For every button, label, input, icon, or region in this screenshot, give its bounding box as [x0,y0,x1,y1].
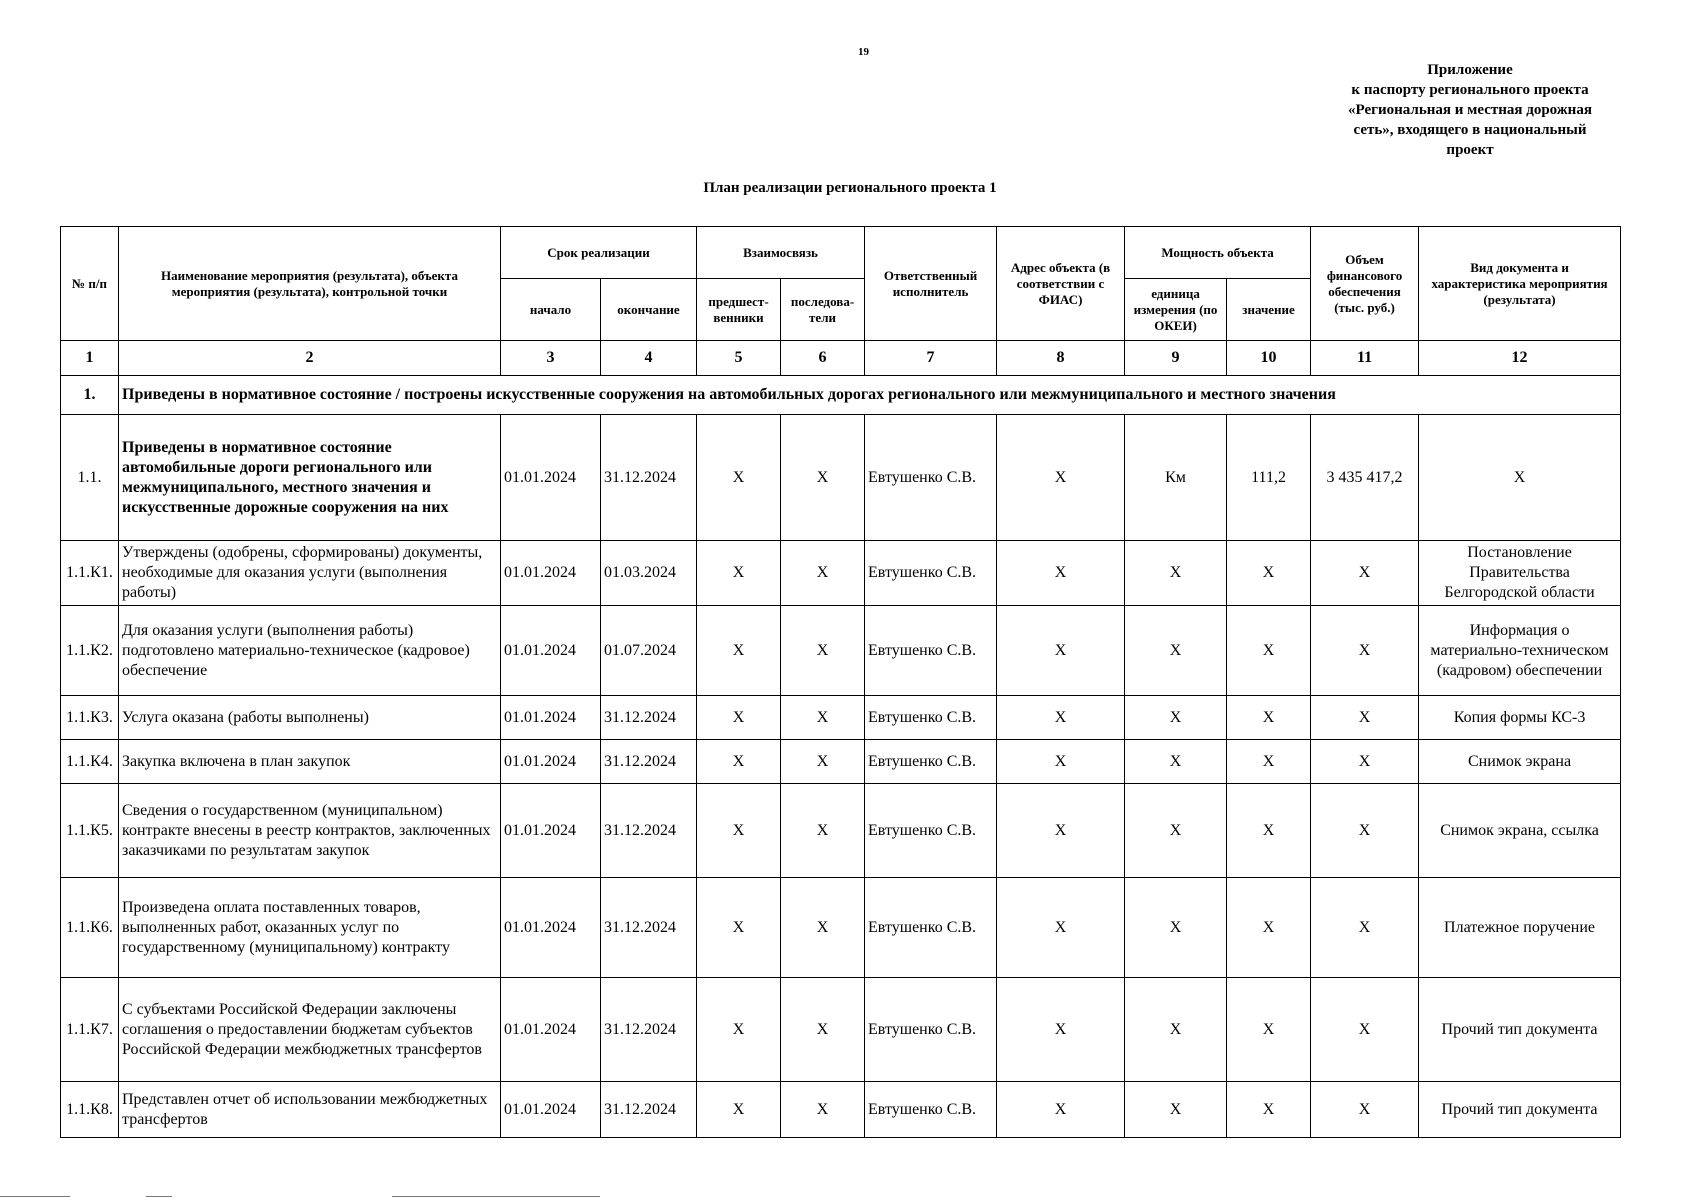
row-value: X [1227,1082,1311,1138]
row-successors: X [781,978,865,1082]
row-start-date: 01.01.2024 [501,740,601,784]
row-value: X [1227,878,1311,978]
table-row [61,606,1621,696]
row-end-date: 01.07.2024 [601,606,697,696]
row-successors: X [781,784,865,878]
row-value: X [1227,541,1311,606]
column-number: 8 [997,341,1125,376]
row-doc-type: X [1419,415,1621,541]
section-num: 1. [61,376,119,415]
row-name: Произведена оплата поставленных товаров, выполненных работ, оказанных услуг по государственному (муниципальному) контракту [119,878,501,978]
row-name: Представлен отчет об использовании межбюджетных трансфертов [119,1082,501,1138]
row-num: 1.1.К5. [61,784,119,878]
appendix-line: «Региональная и местная дорожная [1348,102,1592,118]
row-predecessors: X [697,606,781,696]
row-funding: X [1311,878,1419,978]
column-number: 4 [601,341,697,376]
row-address: X [997,978,1125,1082]
row-doc-type: Копия формы КС-3 [1419,696,1621,740]
row-name: Утверждены (одобрены, сформированы) документы, необходимые для оказания услуги (выполнения работы) [119,541,501,606]
row-value: 111,2 [1227,415,1311,541]
row-funding: X [1311,740,1419,784]
column-numbers-row [61,341,1621,376]
column-number: 7 [865,341,997,376]
header-funding: Объем финансового обеспечения (тыс. руб.) [1311,227,1419,341]
row-start-date: 01.01.2024 [501,978,601,1082]
row-doc-type: Снимок экрана, ссылка [1419,784,1621,878]
header-unit: единица измерения (по ОКЕИ) [1125,279,1227,341]
row-successors: X [781,415,865,541]
column-number: 2 [119,341,501,376]
header-value: значение [1227,279,1311,341]
row-end-date: 31.12.2024 [601,784,697,878]
row-start-date: 01.01.2024 [501,415,601,541]
row-num: 1.1. [61,415,119,541]
row-name: Приведены в нормативное состояние автомобильные дороги регионального или межмуниципального, местного значения и искусственные дорожные сооружения на них [119,415,501,541]
appendix-line: к паспорту регионального проекта [1351,82,1589,98]
column-number: 1 [61,341,119,376]
table-row [61,696,1621,740]
row-num: 1.1.К6. [61,878,119,978]
row-doc-type: Прочий тип документа [1419,1082,1621,1138]
row-end-date: 01.03.2024 [601,541,697,606]
row-funding: 3 435 417,2 [1311,415,1419,541]
row-end-date: 31.12.2024 [601,878,697,978]
row-successors: X [781,740,865,784]
header-end: окончание [601,279,697,341]
row-start-date: 01.01.2024 [501,606,601,696]
row-predecessors: X [697,415,781,541]
row-unit: X [1125,696,1227,740]
row-end-date: 31.12.2024 [601,696,697,740]
row-num: 1.1.К1. [61,541,119,606]
row-successors: X [781,606,865,696]
header-name: Наименование мероприятия (результата), объекта мероприятия (результата), контрольной точки [119,227,501,341]
row-num: 1.1.К7. [61,978,119,1082]
row-successors: X [781,878,865,978]
row-name: Закупка включена в план закупок [119,740,501,784]
row-name: Для оказания услуги (выполнения работы) подготовлено материально-техническое (кадровое) обеспечение [119,606,501,696]
header-successors: последова-тели [781,279,865,341]
scan-edge-mark [0,1196,70,1197]
column-number: 9 [1125,341,1227,376]
row-unit: Км [1125,415,1227,541]
table-row [61,878,1621,978]
appendix-line: проект [1446,142,1494,158]
row-name: Услуга оказана (работы выполнены) [119,696,501,740]
row-unit: X [1125,784,1227,878]
row-responsible: Евтушенко С.В. [865,696,997,740]
row-responsible: Евтушенко С.В. [865,415,997,541]
row-predecessors: X [697,1082,781,1138]
section-title: Приведены в нормативное состояние / построены искусственные сооружения на автомобильных дорогах регионального или межмуниципального и местного значения [119,376,1621,415]
row-num: 1.1.К2. [61,606,119,696]
column-number: 3 [501,341,601,376]
appendix-line: сеть», входящего в национальный [1353,122,1587,138]
column-number: 6 [781,341,865,376]
row-address: X [997,784,1125,878]
row-successors: X [781,1082,865,1138]
row-end-date: 31.12.2024 [601,1082,697,1138]
row-start-date: 01.01.2024 [501,784,601,878]
header-relation: Взаимосвязь [697,227,865,279]
row-num: 1.1.К4. [61,740,119,784]
row-funding: X [1311,784,1419,878]
row-funding: X [1311,978,1419,1082]
header-address: Адрес объекта (в соответствии с ФИАС) [997,227,1125,341]
header-predecessors: предшест-венники [697,279,781,341]
row-start-date: 01.01.2024 [501,541,601,606]
row-value: X [1227,740,1311,784]
row-unit: X [1125,1082,1227,1138]
section-row [61,376,1621,415]
row-responsible: Евтушенко С.В. [865,784,997,878]
row-value: X [1227,606,1311,696]
column-number: 11 [1311,341,1419,376]
column-number: 12 [1419,341,1621,376]
row-funding: X [1311,1082,1419,1138]
row-successors: X [781,541,865,606]
row-funding: X [1311,541,1419,606]
header-responsible: Ответственный исполнитель [865,227,997,341]
header-doc-type: Вид документа и характеристика мероприятия (результата) [1419,227,1621,341]
table-row [61,1082,1621,1138]
row-address: X [997,606,1125,696]
row-predecessors: X [697,696,781,740]
row-predecessors: X [697,740,781,784]
table-row [61,415,1621,541]
row-end-date: 31.12.2024 [601,740,697,784]
appendix-line: Приложение [1427,62,1513,78]
row-doc-type: Платежное поручение [1419,878,1621,978]
row-doc-type: Постановление Правительства Белгородской области [1419,541,1621,606]
row-doc-type: Снимок экрана [1419,740,1621,784]
header-num: № п/п [61,227,119,341]
header-start: начало [501,279,601,341]
row-address: X [997,415,1125,541]
row-value: X [1227,784,1311,878]
row-responsible: Евтушенко С.В. [865,740,997,784]
table-row [61,978,1621,1082]
row-num: 1.1.К3. [61,696,119,740]
row-end-date: 31.12.2024 [601,978,697,1082]
row-address: X [997,878,1125,978]
page-number: 19 [858,46,869,58]
table-row [61,740,1621,784]
table-row [61,784,1621,878]
row-num: 1.1.К8. [61,1082,119,1138]
row-address: X [997,696,1125,740]
row-predecessors: X [697,878,781,978]
row-predecessors: X [697,784,781,878]
plan-table [60,226,1621,1138]
table-row [61,541,1621,606]
scan-edge-mark [146,1196,172,1197]
header-capacity: Мощность объекта [1125,227,1311,279]
row-unit: X [1125,878,1227,978]
row-responsible: Евтушенко С.В. [865,1082,997,1138]
row-address: X [997,1082,1125,1138]
row-responsible: Евтушенко С.В. [865,978,997,1082]
row-predecessors: X [697,978,781,1082]
document-title: План реализации регионального проекта 1 [703,180,997,196]
row-start-date: 01.01.2024 [501,1082,601,1138]
row-address: X [997,740,1125,784]
header-period: Срок реализации [501,227,697,279]
column-number: 5 [697,341,781,376]
row-unit: X [1125,606,1227,696]
row-doc-type: Информация о материально-техническом (кадровом) обеспечении [1419,606,1621,696]
row-doc-type: Прочий тип документа [1419,978,1621,1082]
row-responsible: Евтушенко С.В. [865,878,997,978]
row-value: X [1227,696,1311,740]
row-unit: X [1125,541,1227,606]
row-responsible: Евтушенко С.В. [865,541,997,606]
row-value: X [1227,978,1311,1082]
row-start-date: 01.01.2024 [501,696,601,740]
row-end-date: 31.12.2024 [601,415,697,541]
row-start-date: 01.01.2024 [501,878,601,978]
row-successors: X [781,696,865,740]
column-number: 10 [1227,341,1311,376]
scan-edge-mark [392,1196,600,1197]
row-funding: X [1311,696,1419,740]
row-funding: X [1311,606,1419,696]
row-address: X [997,541,1125,606]
row-responsible: Евтушенко С.В. [865,606,997,696]
row-name: С субъектами Российской Федерации заключены соглашения о предоставлении бюджетам субъектов Российской Федерации межбюджетных трансфертов [119,978,501,1082]
row-name: Сведения о государственном (муниципальном) контракте внесены в реестр контрактов, заключенных заказчиками по результатам закупок [119,784,501,878]
row-unit: X [1125,978,1227,1082]
appendix-block [1300,60,1640,160]
row-predecessors: X [697,541,781,606]
row-unit: X [1125,740,1227,784]
